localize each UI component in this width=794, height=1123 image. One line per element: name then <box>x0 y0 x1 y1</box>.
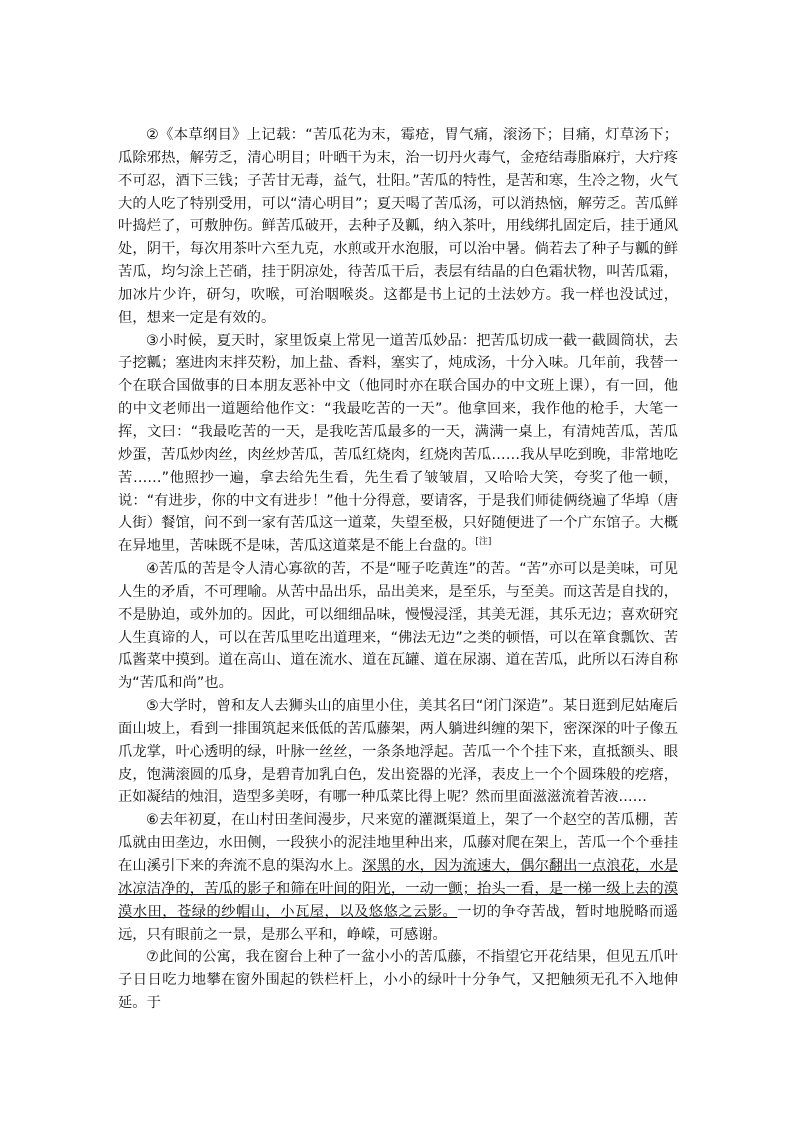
paragraph-6-text-before: ⑥去年初夏，在山村田垄间漫步，尺来宽的灌溉渠道上，架了一个赵空的苦瓜棚，苦瓜就由田垄边，水田侧，一段狭小的泥洼地里种出来，瓜藤对爬在架上，苦瓜一个个垂挂在山溪引下来的奔流不息的渠沟水上。 <box>118 812 678 874</box>
paragraph-7 <box>118 946 678 1015</box>
paragraph-2 <box>118 124 678 330</box>
paragraph-4-text: ④苦瓜的苦是令人清心寡欲的苦，不是“哑子吃黄连”的苦。“苦”亦可以是美味，可见人生的矛盾，不可理喻。从苦中品出乐，品出美来，是至乐，与至美。而这苦是自找的，不是胁迫，或外加的。因此，可以细细品味，慢慢浸淫，其美无涯，其乐无边；喜欢研究人生真谛的人，可以在苦瓜里吃出道理来，“佛法无边”之类的顿悟，可以在箪食瓢饮、苦瓜酱菜中摸到。道在高山、道在流水、道在瓦罐、道在尿溺、道在苦瓜，此所以石涛自称为“苦瓜和尚”也。 <box>118 561 678 692</box>
paragraph-6 <box>118 809 678 946</box>
paragraph-5 <box>118 695 678 809</box>
paragraph-2-text: ②《本草纲目》上记载：“苦瓜花为末，霉疮，胃气痛，滚汤下；目痛，灯草汤下；瓜除邪热，解劳乏，清心明目；叶晒干为末，治一切丹火毒气，金疮结毒脂麻疔，大疔疼不可忍，酒下三钱；子苦甘无毒，益气，壮阳。”苦瓜的特性，是苦和寒，生冷之物，火气大的人吃了特别受用，可以“清心明目”；夏天喝了苦瓜汤，可以消热恼，解劳乏。苦瓜鲜叶捣烂了，可敷肿伤。鲜苦瓜破开，去种子及瓤，纳入茶叶，用线绑扎固定后，挂于通风处，阴干，每次用茶叶六至九克，水煎或开水泡服，可以治中暑。倘若去了种子与瓤的鲜苦瓜，均匀涂上芒硝，挂于阴凉处，待苦瓜干后，表层有结晶的白色霜状物，叫苦瓜霜，加冰片少许，研匀，吹喉，可治咽喉炎。这都是书上记的土法妙方。我一样也没试过，但，想来一定是有效的。 <box>118 127 678 326</box>
paragraph-4 <box>118 558 678 695</box>
underlined-passage: 深黑的水，因为流速大，偶尔翻出一点浪花，水是冰凉洁净的，苦瓜的影子和筛在叶间的阳光，一动一颤；抬头一看，是一梯一级上去的漠漠水田，苍绿的纱帽山，小瓦屋，以及悠悠之云影。 <box>118 858 679 920</box>
footnote-marker[interactable]: [注] <box>475 537 492 548</box>
article-body <box>118 124 678 1015</box>
paragraph-5-text: ⑤大学时，曾和友人去狮头山的庙里小住，美其名曰“闭门深造”。某日逛到尼姑庵后面山坡上，看到一排围筑起来低低的苦瓜藤架，两人躺进纠缠的架下，密深深的叶子像五爪龙掌，叶心透明的绿，叶脉一丝丝，一条条地浮起。苦瓜一个个挂下来，直抵额头、眼皮，饱满滚圆的瓜身，是碧青加乳白色，发出瓷器的光泽，表皮上一个个圆珠般的疙瘩，正如凝结的烛泪，造型多美呀，有哪一种瓜菜比得上呢？然而里面滋滋流着苦液…… <box>118 698 678 806</box>
paragraph-3 <box>118 330 678 558</box>
paragraph-7-text: ⑦此间的公寓，我在窗台上种了一盆小小的苦瓜藤，不指望它开花结果，但见五爪叶子日日吃力地攀在窗外围起的铁栏杆上，小小的绿叶十分争气，又把触须无孔不入地伸延。于 <box>118 949 678 1012</box>
paragraph-3-text: ③小时候，夏天时，家里饭桌上常见一道苦瓜妙品：把苦瓜切成一截一截圆筒状，去子挖瓤；塞进肉末拌芡粉，加上盐、香料，塞实了，炖成汤，十分入味。几年前，我替一个在联合国做事的日本朋友恶补中文（他同时亦在联合国办的中文班上课），有一回，他的中文老师出一道题给他作文：“我最吃苦的一天”。他拿回来，我作他的枪手，大笔一挥，文曰：“我最吃苦的一天，是我吃苦瓜最多的一天，满满一桌上，有清炖苦瓜，苦瓜炒蛋，苦瓜炒肉丝，肉丝炒苦瓜，苦瓜红烧肉，红烧肉苦瓜……我从早吃到晚，非常地吃苦……”他照抄一遍，拿去给先生看，先生看了皱皱眉，又哈哈大笑，夸奖了他一顿，说：“有进步，你的中文有进步！”他十分得意，要请客，于是我们师徒俩绕遍了华埠（唐人街）餐馆，问不到一家有苦瓜这一道菜，失望至极，只好随便进了一个广东馆子。大概在异地里，苦味既不是味，苦瓜这道菜是不能上台盘的。 <box>118 332 678 555</box>
paragraph-6-text-after: 一切的争夺苦战，暂时地脱略而遥远，只有眼前之一景，是那么平和，峥嵘，可感谢。 <box>118 903 678 943</box>
